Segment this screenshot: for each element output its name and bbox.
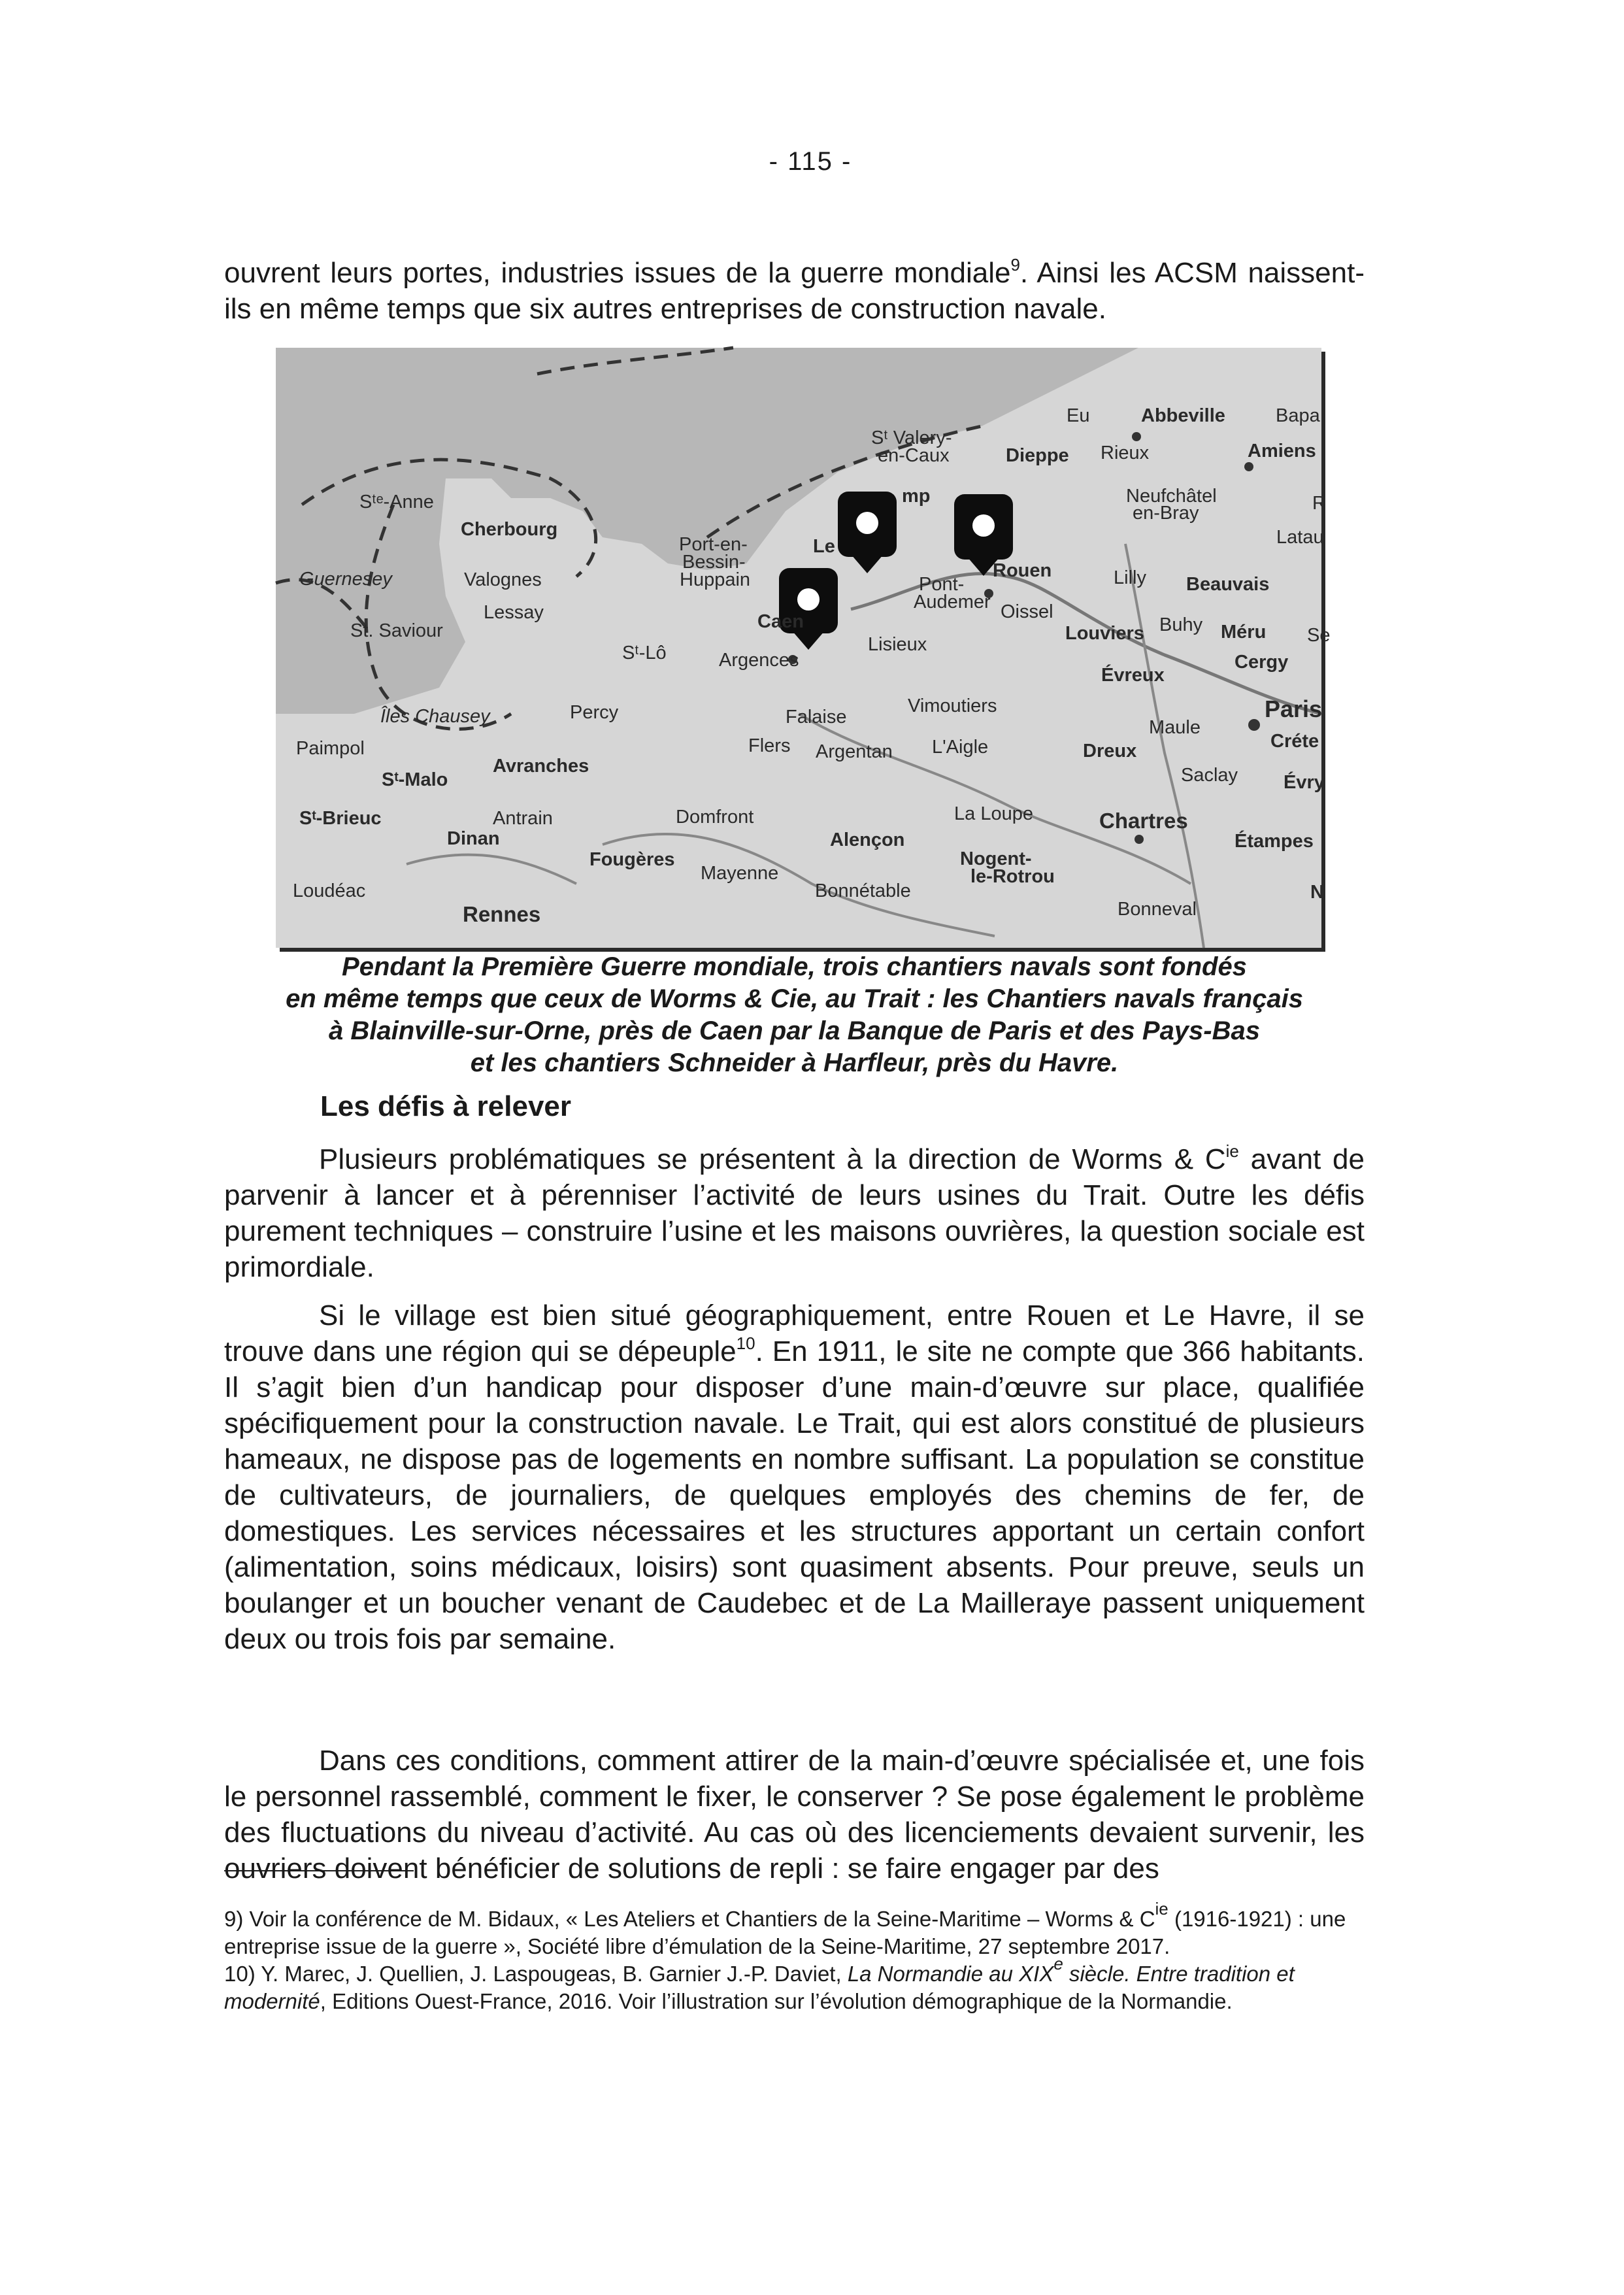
footnote-ref-10[interactable]: 10: [736, 1333, 755, 1353]
paragraph-2: [224, 1298, 1365, 1657]
footnote-10: [224, 1954, 1365, 2015]
map-label-louviers: Louviers: [1065, 623, 1144, 644]
map-label-lessay: Lessay: [484, 602, 544, 623]
map-label-st-valery: Sᵗ Valery-: [871, 427, 952, 448]
map-label-oissel: Oissel: [1001, 601, 1053, 622]
map-label-flers: Flers: [748, 735, 791, 756]
paragraph-1-sup: ie: [1225, 1141, 1239, 1161]
paragraph-1-text: Plusieurs problématiques se présentent à la direction de Worms & C: [319, 1143, 1226, 1175]
map-label-argences: Argences: [719, 650, 799, 671]
map-label-domfront: Domfront: [676, 807, 754, 828]
footnote-9: [224, 1899, 1365, 1960]
map-label-rouen: Rouen: [993, 560, 1052, 581]
map-label-bapa: Bapa: [1276, 405, 1320, 426]
city-dot-chartres: [1135, 835, 1144, 844]
intro-text-end: . Ainsi les ACSM naissent-ils en même temps que six autres entreprises de construction navale.: [224, 257, 1365, 325]
map-label-dreux: Dreux: [1083, 741, 1137, 762]
footnote-10-text-end: , Editions Ouest-France, 2016. Voir l’illustration sur l’évolution démographique de la Normandie.: [320, 1989, 1233, 2013]
map-figure: [276, 348, 1331, 948]
map-label-la-loupe: La Loupe: [954, 803, 1033, 824]
map-label-cherbourg: Cherbourg: [461, 519, 558, 540]
map-label-valognes: Valognes: [464, 569, 542, 590]
map-label-eu: Eu: [1067, 405, 1090, 426]
caption-line-3: à Blainville-sur-Orne, près de Caen par la Banque de Paris et des Pays-Bas: [329, 1016, 1260, 1045]
paragraph-1-text-end: avant de parvenir à lancer et à pérenniser l’activité de leurs usines du Trait. Outre les défis purement techniques – construire l’usine et les maisons ouvrières, la question sociale est primordiale.: [224, 1143, 1365, 1283]
map-label-port-en: Port-en-: [679, 534, 748, 555]
map-label-buhy: Buhy: [1159, 614, 1203, 635]
map-label-saclay: Saclay: [1181, 765, 1238, 786]
map-label-dieppe: Dieppe: [1006, 445, 1069, 466]
map-label-avranches: Avranches: [493, 756, 589, 777]
paragraph-1: [224, 1141, 1365, 1285]
map-label-audemer: Audemer: [914, 592, 991, 612]
footnote-10-title-a: La Normandie au XIX: [847, 1962, 1054, 1986]
map-label-bonneval: Bonneval: [1118, 899, 1197, 920]
map-label-latau: Latau: [1276, 527, 1324, 548]
map-label-laigle: L'Aigle: [932, 737, 989, 758]
map-label-meru: Méru: [1221, 622, 1267, 643]
map-label-en-bray: en-Bray: [1133, 503, 1199, 524]
map-label-le-havre: Le: [813, 536, 835, 557]
map-label-rieux: Rieux: [1101, 443, 1150, 463]
map-label-falaise: Falaise: [786, 707, 847, 728]
map-label-caen: Caen: [757, 611, 804, 632]
map-label-se: Se: [1307, 625, 1331, 646]
caption-line-2: en même temps que ceux de Worms & Cie, au Trait : les Chantiers navals français: [286, 984, 1303, 1013]
map-label-bessin: Bessin-: [682, 552, 746, 573]
map-label-lilly: Lilly: [1114, 567, 1146, 588]
footnote-10-sup: e: [1053, 1954, 1063, 1973]
map-label-en-caux: en-Caux: [878, 445, 950, 466]
map-label-evreux: Évreux: [1101, 665, 1165, 686]
footnote-ref-9[interactable]: 9: [1010, 255, 1020, 275]
map-label-nogent: Nogent-: [960, 848, 1032, 869]
map-label-argentan: Argentan: [816, 741, 893, 762]
figure-caption: [224, 951, 1365, 1079]
map-label-abbeville: Abbeville: [1141, 405, 1225, 426]
map-label-neufchatel: Neufchâtel: [1126, 486, 1217, 507]
city-dot-abbeville: [1132, 432, 1141, 441]
footnote-10-title-b: siècle. Entre tradition et modernité: [224, 1962, 1295, 2013]
map-label-vimoutiers: Vimoutiers: [908, 695, 997, 716]
footnote-10-authors: 10) Y. Marec, J. Quellien, J. Laspougeas, B. Garnier J.-P. Daviet,: [224, 1962, 848, 1986]
intro-paragraph: [224, 255, 1365, 327]
map-label-iles-chausey: Îles Chausey: [380, 706, 490, 727]
map-label-dinan: Dinan: [447, 828, 500, 849]
map-label-evry: Évry: [1284, 772, 1325, 793]
city-dot-paris: [1248, 719, 1260, 731]
map-label-pont: Pont-: [919, 574, 965, 595]
footnote-9-sup: ie: [1155, 1899, 1168, 1918]
caption-line-4: et les chantiers Schneider à Harfleur, près du Havre.: [470, 1048, 1119, 1077]
map-label-maule: Maule: [1149, 717, 1201, 738]
map-label-lisieux: Lisieux: [868, 634, 927, 655]
city-dot-amiens: [1244, 462, 1253, 471]
map-label-st-saviour: St. Saviour: [350, 620, 443, 641]
map-label-mayenne: Mayenne: [701, 863, 779, 884]
map-label-beauvais: Beauvais: [1186, 574, 1270, 595]
map-label-st-malo: Sᵗ-Malo: [382, 769, 448, 790]
map-label-antrain: Antrain: [493, 808, 553, 829]
map-label-alencon: Alençon: [830, 829, 905, 850]
map-label-st-brieuc: Sᵗ-Brieuc: [299, 808, 382, 829]
map-label-chartres: Chartres: [1099, 809, 1188, 833]
caption-line-1: Pendant la Première Guerre mondiale, trois chantiers navals sont fondés: [342, 952, 1247, 981]
section-heading: Les défis à relever: [320, 1090, 572, 1122]
map-label-le-rotrou: le-Rotrou: [970, 866, 1055, 887]
map-label-percy: Percy: [570, 702, 619, 723]
map-label-fecamp: mp: [902, 486, 931, 507]
map-label-etampes: Étampes: [1235, 831, 1314, 852]
normandy-map: [276, 348, 1331, 948]
paragraph-2-text-end: . En 1911, le site ne compte que 366 habitants. Il s’agit bien d’un handicap pour disposer d’une main-d’œuvre sur place, qualifiée spécifiquement pour la construction navale. Le Trait, qui est alors constitué de plusieurs hameaux, ne dispose pas de logements en nombre suffisant. La population se constitue de cultivateurs, de journaliers, de quelques employés des chemins de fer, de domestiques. Les services nécessaires et les structures apportant un certain confort (alimentation, soins médicaux, loisirs) sont quasiment absents. Pour preuve, seuls un boulanger et un boucher venant de Caudebec et de La Mailleraye passent uniquement deux ou trois fois par semaine.: [224, 1335, 1365, 1655]
map-label-guernesey: Guernesey: [299, 569, 392, 590]
map-label-paimpol: Paimpol: [296, 738, 365, 759]
paragraph-3: Dans ces conditions, comment attirer de la main-d’œuvre spécialisée et, une fois le personnel rassemblé, comment le fixer, le conserver ? Se pose également le problème des fluctuations du niveau d’activité. Au cas où des licenciements devaient survenir, les ouvriers doivent bénéficier de solutions de repli : se faire engager par des: [224, 1745, 1365, 1885]
map-label-st-lo: Sᵗ-Lô: [622, 643, 667, 663]
map-label-n-edge: N: [1310, 882, 1324, 903]
footnotes: [224, 1899, 1365, 2015]
intro-text: ouvrent leurs portes, industries issues de la guerre mondiale: [224, 257, 1011, 289]
footnote-divider: [224, 1870, 414, 1871]
map-label-r-edge: R: [1312, 493, 1326, 514]
paragraph-2-text: Si le village est bien situé géographiquement, entre Rouen et Le Havre, il se trouve dans une région qui se dépeuple: [224, 1299, 1365, 1367]
footnote-9-text-end: (1916-1921) : une entreprise issue de la guerre », Société libre d’émulation de la Seine-Maritime, 27 septembre 2017.: [224, 1907, 1346, 1958]
map-label-paris: Paris: [1265, 695, 1323, 722]
map-label-ste-anne: Sᵗᵉ-Anne: [359, 492, 434, 512]
map-label-creteil: Créte: [1270, 731, 1319, 752]
footnote-9-text: 9) Voir la conférence de M. Bidaux, « Les Ateliers et Chantiers de la Seine-Maritime – Worms & C: [224, 1907, 1155, 1931]
map-label-loudeac: Loudéac: [293, 880, 366, 901]
map-label-bonnetable: Bonnétable: [815, 880, 911, 901]
map-label-amiens: Amiens: [1248, 441, 1316, 461]
map-label-rennes: Rennes: [463, 902, 541, 926]
map-label-huppain: Huppain: [680, 569, 751, 590]
map-label-cergy: Cergy: [1235, 652, 1289, 673]
map-label-fougeres: Fougères: [589, 849, 675, 870]
page-number: - 115 -: [769, 147, 852, 176]
